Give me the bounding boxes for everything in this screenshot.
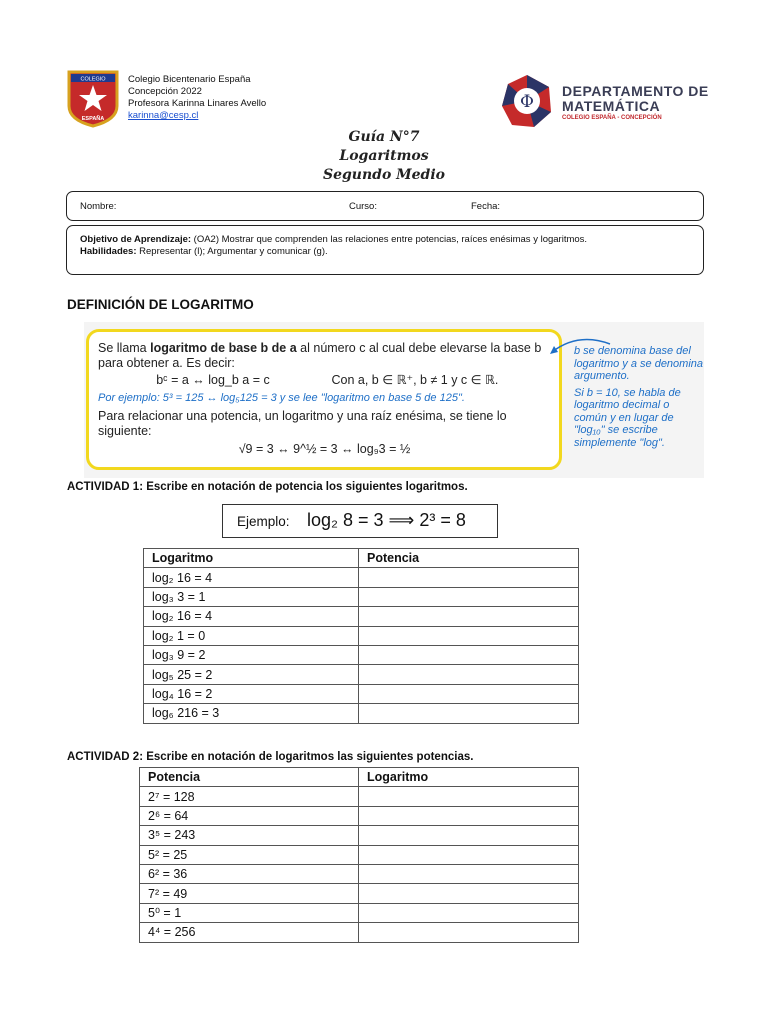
answer-cell[interactable] xyxy=(359,626,579,645)
table-row: 7² = 49 xyxy=(140,884,579,903)
answer-cell[interactable] xyxy=(359,607,579,626)
activity2-table xyxy=(139,767,579,943)
svg-text:COLEGIO: COLEGIO xyxy=(80,76,106,83)
answer-cell[interactable] xyxy=(359,845,579,864)
answer-cell[interactable] xyxy=(359,568,579,587)
relation-formula: √9 = 3 ↔ 9^½ = 3 ↔ log₉3 = ½ xyxy=(238,442,411,456)
activity1-title: ACTIVIDAD 1: Escribe en notación de potencia los siguientes logaritmos. xyxy=(67,481,468,493)
activity1-table xyxy=(143,548,579,724)
svg-text:Φ: Φ xyxy=(520,92,534,112)
definition-condition: Con a, b ∈ ℝ⁺, b ≠ 1 y c ∈ ℝ. xyxy=(331,373,499,387)
definition-box xyxy=(86,329,562,470)
table-header: Logaritmo xyxy=(359,768,579,787)
activity2-title: ACTIVIDAD 2: Escribe en notación de logaritmos las siguientes potencias. xyxy=(67,751,474,763)
svg-text:ESPAÑA: ESPAÑA xyxy=(81,116,105,122)
table-header: Potencia xyxy=(140,768,359,787)
name-label: Nombre: xyxy=(80,201,117,212)
department-line2: MATEMÁTICA xyxy=(562,98,661,114)
date-label: Fecha: xyxy=(471,201,501,212)
title-line3: Segundo Medio xyxy=(322,167,445,183)
answer-cell[interactable] xyxy=(359,665,579,684)
answer-cell[interactable] xyxy=(359,884,579,903)
guide-title xyxy=(0,128,768,185)
table-row: log₃ 3 = 1 xyxy=(144,587,579,606)
table-row: log₃ 9 = 2 xyxy=(144,645,579,664)
math-department-logo xyxy=(498,72,556,130)
skills-text: Representar (l); Argumentar y comunicar (g). xyxy=(136,245,328,257)
table-row: 4⁴ = 256 xyxy=(140,923,579,942)
table-row: 2⁷ = 128 xyxy=(140,787,579,806)
teacher-email-link[interactable]: karinna@cesp.cl xyxy=(128,110,199,121)
answer-cell[interactable] xyxy=(359,645,579,664)
table-row: log₂ 1 = 0 xyxy=(144,626,579,645)
table-row: 6² = 36 xyxy=(140,864,579,883)
department-line1: DEPARTAMENTO DE xyxy=(562,83,709,99)
course-label: Curso: xyxy=(349,201,377,212)
side-note xyxy=(574,345,704,449)
table-row: log₂ 16 = 4 xyxy=(144,607,579,626)
side-note-base: b se denomina base del logaritmo y a se denomina argumento. xyxy=(574,345,704,382)
title-line2: Logaritmos xyxy=(339,148,429,164)
table-row: log₆ 216 = 3 xyxy=(144,704,579,723)
table-row: log₂ 16 = 4 xyxy=(144,568,579,587)
table-row: 5² = 25 xyxy=(140,845,579,864)
table-header: Potencia xyxy=(359,549,579,568)
answer-cell[interactable] xyxy=(359,923,579,942)
teacher-name: Profesora Karinna Linares Avello xyxy=(128,98,267,109)
definition-example: Por ejemplo: 5³ = 125 ↔ log₅125 = 3 y se lee "logaritmo en base 5 de 125". xyxy=(98,392,465,404)
table-header: Logaritmo xyxy=(144,549,359,568)
objective-box xyxy=(66,225,704,275)
definition-formula: bᶜ = a ↔ log_b a = c xyxy=(156,373,270,387)
school-info xyxy=(128,74,266,122)
department-title xyxy=(562,84,709,121)
objective-text: (OA2) Mostrar que comprenden las relaciones entre potencias, raíces enésimas y logaritmos. xyxy=(191,234,588,245)
answer-cell[interactable] xyxy=(359,826,579,845)
school-name: Colegio Bicentenario España xyxy=(128,74,251,85)
answer-cell[interactable] xyxy=(359,864,579,883)
table-row: 3⁵ = 243 xyxy=(140,826,579,845)
answer-cell[interactable] xyxy=(359,587,579,606)
side-note-decimal: Si b = 10, se habla de logaritmo decimal o común y en lugar de "log₁₀" se escribe simplemente "log". xyxy=(574,386,681,449)
school-shield-logo xyxy=(67,70,119,128)
answer-cell[interactable] xyxy=(359,806,579,825)
example-label: Ejemplo: xyxy=(237,514,290,529)
section-heading: DEFINICIÓN DE LOGARITMO xyxy=(67,297,254,312)
example-equation: log₂ 8 = 3 ⟹ 2³ = 8 xyxy=(307,510,466,530)
table-row: 5⁰ = 1 xyxy=(140,903,579,922)
department-line3: COLEGIO ESPAÑA - CONCEPCIÓN xyxy=(562,115,662,121)
definition-paragraph: Se llama logaritmo de base b de a al número c al cual debe elevarse la base b para obtener a. Es decir: xyxy=(98,341,542,370)
table-row: log₄ 16 = 2 xyxy=(144,684,579,703)
relation-paragraph: Para relacionar una potencia, un logaritmo y una raíz enésima, se tiene lo siguiente: xyxy=(98,409,507,438)
city-year: Concepción 2022 xyxy=(128,86,202,97)
answer-cell[interactable] xyxy=(359,903,579,922)
answer-cell[interactable] xyxy=(359,787,579,806)
title-line1: Guía N°7 xyxy=(348,129,420,145)
student-info-box xyxy=(66,191,704,221)
example-box xyxy=(222,504,498,538)
table-row: log₅ 25 = 2 xyxy=(144,665,579,684)
skills-label: Habilidades: xyxy=(80,245,137,257)
table-row: 2⁶ = 64 xyxy=(140,806,579,825)
answer-cell[interactable] xyxy=(359,684,579,703)
answer-cell[interactable] xyxy=(359,704,579,723)
objective-label: Objetivo de Aprendizaje: xyxy=(80,234,192,245)
